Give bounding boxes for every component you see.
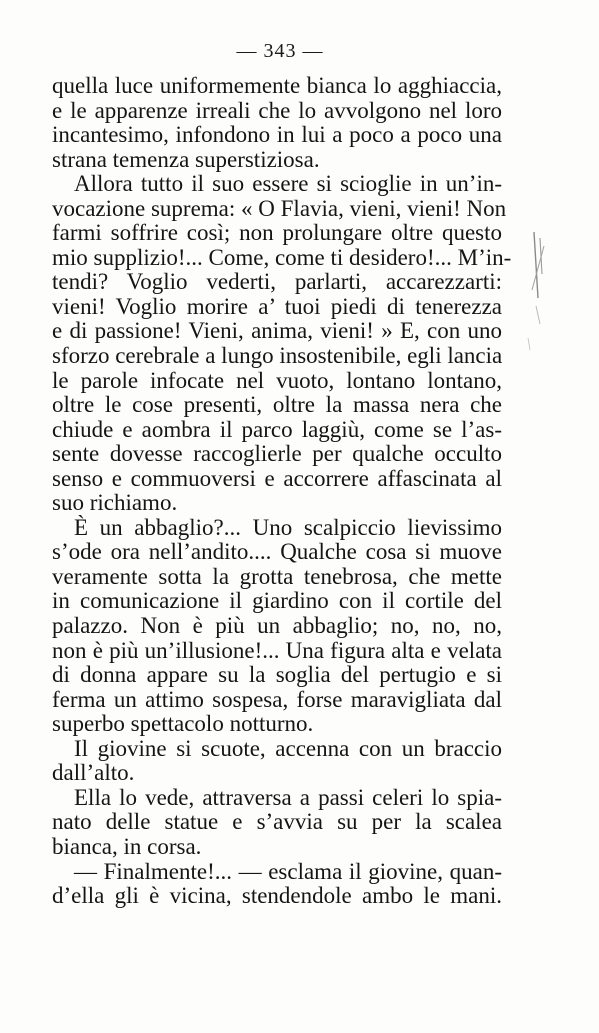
text-line: Il giovine si scuote, accenna con un braccio [74,735,502,761]
text-line: farmi soffrire così; non prolungare oltre questo [52,220,502,246]
text-line: mio supplizio!... Come, come ti desidero!... M’in- [52,244,512,270]
text-line: quella luce uniformemente bianca lo agghiaccia, [52,73,502,98]
text-line: vieni! Voglio morire a’ tuoi piedi di tenerezza [52,293,502,319]
text-line: dall’alto. [52,760,135,786]
text-line: Ella lo vede, attraversa a passi celeri lo spia- [74,784,502,810]
text-line: in comunicazione il giardino con il cortile del [52,588,502,614]
text-line: di donna appare su la soglia del pertugio e si [52,662,502,688]
text-line: bianca, in corsa. [52,833,202,859]
text-line: oltre le cose presenti, oltre la massa nera che [52,392,502,418]
text-line: e di passione! Vieni, anima, vieni! » E, con uno [52,318,502,344]
text-line: nato delle statue e s’avvia su per la scalea [52,809,502,835]
text-line: incantesimo, infondono in lui a poco a poco una [52,122,502,148]
body-text [52,73,512,909]
text-line: s’ode ora nell’andito.... Qualche cosa si muove [52,539,502,565]
text-line: palazzo. Non è più un abbaglio; no, no, no, [52,613,502,639]
text-line: non è più un’illusione!... Una figura alta e velata [52,637,502,663]
text-line: strana temenza superstiziosa. [52,146,320,172]
text-line: suo richiamo. [52,490,178,516]
page-number: — 343 — [236,40,324,62]
text-line: veramente sotta la grotta tenebrosa, che mette [52,563,502,589]
text-line: sente dovesse raccoglierle per qualche occulto [52,441,502,467]
text-line: vocazione suprema: « O Flavia, vieni, vieni! Non [52,195,507,221]
text-line: Allora tutto il suo essere si scioglie in un’in- [74,171,502,197]
text-line: È un abbaglio?... Uno scalpiccio lievissimo [74,514,502,540]
text-line: le parole infocate nel vuoto, lontano lontano, [52,367,502,393]
text-line: ferma un attimo sospesa, forse maravigliata dal [52,686,502,712]
text-line: tendi? Voglio vederti, parlarti, accarezzarti: [52,269,502,295]
text-line: chiude e aombra il parco laggiù, come se l’as- [52,416,502,442]
text-line: senso e commuoversi e accorrere affascinata al [52,465,502,491]
text-line: e le apparenze irreali che lo avvolgono nel loro [52,97,502,123]
margin-pencil-mark [520,228,560,358]
text-line: d’ella gli è vicina, stendendole ambo le mani. [52,883,502,909]
text-line: — Finalmente!... — esclama il giovine, quan- [74,858,502,884]
text-line: sforzo cerebrale a lungo insostenibile, egli lancia [52,343,503,369]
text-line: superbo spettacolo notturno. [52,711,314,737]
